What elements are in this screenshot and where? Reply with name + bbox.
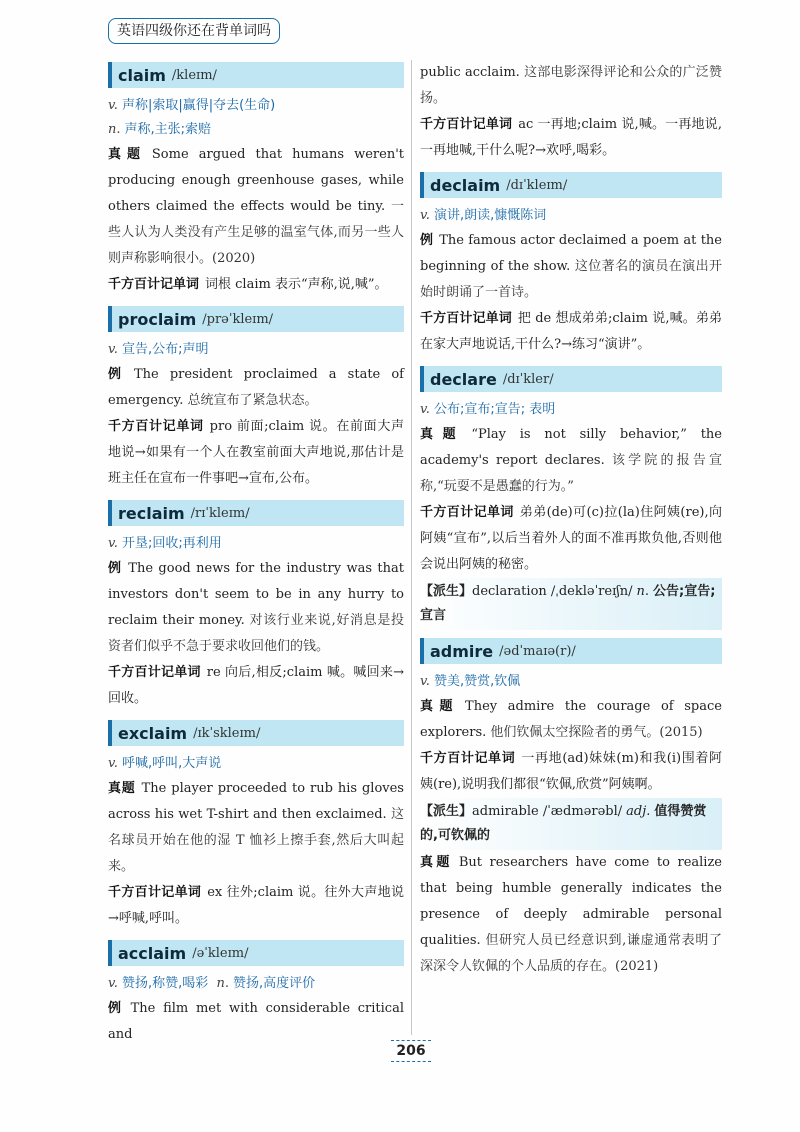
example: 例 The film met with considerable critical and [108,1001,404,1042]
memory-tip: 千方百计记单词 一再地(ad)妹妹(m)和我(i)围着阿姨(re),说明我们都很“钦佩,欣赏”阿姨啊。 [420,751,722,792]
definition-line: v. 呼喊,呼叫,大声说 [108,756,222,771]
memory-tip: 千方百计记单词 词根 claim 表示“声称,说,喊”。 [108,277,388,292]
left-column [108,60,404,1048]
phonetic: /dɪˈkler/ [502,371,554,387]
derivative-box: 【派生】admirable /ˈædmərəbl/ adj. 值得赞赏的,可钦佩的 [420,798,722,850]
entry-header-declaim [420,172,722,198]
headword: claim [118,65,166,85]
example: 例 The good news for the industry was that investors don't seem to be in any hurry to reclaim their money. 对该行业来说,好消息是投资者们似乎不急于要求收回他们的钱。 [108,561,404,654]
memory-tip: 千方百计记单词 re 向后,相反;claim 喊。喊回来→回收。 [108,665,404,706]
headword: declaim [430,175,501,195]
headword: acclaim [118,943,187,963]
real-exam-example: 真题 “Play is not silly behavior,” the academy's report declares. 该学院的报告宣称,“玩耍不是愚蠢的行为。” [420,427,722,494]
right-column [420,60,722,980]
memory-tip: 千方百计记单词 ac 一再地;claim 说,喊。一再地说,一再地喊,干什么呢?→欢呼,喝彩。 [420,117,722,158]
phonetic: /rɪˈkleɪm/ [190,505,250,521]
entry-header-claim [108,62,404,88]
example: 例 The famous actor declaimed a poem at the beginning of the show. 这位著名的演员在演出开始时朗诵了一首诗。 [420,233,722,300]
entry-header-exclaim [108,720,404,746]
headword: admire [430,641,494,661]
definition-line: v. 公布;宣布;宣告; 表明 [420,402,556,417]
entry-header-acclaim [108,940,404,966]
column-divider [411,60,412,1035]
memory-tip: 千方百计记单词 把 de 想成弟弟;claim 说,喊。弟弟在家大声地说话,干什么?→练习“演讲”。 [420,311,722,352]
book-title-tab: 英语四级你还在背单词吗 [108,18,280,44]
example: 例 The president proclaimed a state of emergency. 总统宣布了紧急状态。 [108,367,404,408]
headword: proclaim [118,309,197,329]
definition-line: v. 赞美,赞赏,钦佩 [420,674,521,689]
definition-line: v. 赞扬,称赞,喝彩 n. 赞扬,高度评价 [108,976,316,991]
entry-header-declare [420,366,722,392]
phonetic: /prəˈkleɪm/ [202,311,274,327]
phonetic: /kleɪm/ [171,67,217,83]
definition-line: n. 声称,主张;索赔 [108,122,212,137]
page-number: 206 [391,1040,431,1062]
phonetic: /ədˈmaɪə(r)/ [499,643,576,659]
memory-tip: 千方百计记单词 弟弟(de)可(c)拉(la)住阿姨(re),向阿姨“宣布”,以后当着外人的面不准再欺负他,否则他会说出阿姨的秘密。 [420,505,722,572]
definition-line: v. 开垦;回收;再利用 [108,536,222,551]
headword: exclaim [118,723,188,743]
phonetic: /əˈkleɪm/ [192,945,249,961]
memory-tip: 千方百计记单词 pro 前面;claim 说。在前面大声地说→如果有一个人在教室前面大声地说,那估计是班主任在宣布一件事吧→宣布,公布。 [108,419,404,486]
headword: declare [430,369,497,389]
real-exam-example: 真题 Some argued that humans weren't producing enough greenhouse gases, while others claimed the effects would be tiny. 一些人认为人类没有产生足够的温室气体,而另一些人则声称影响很小。(2020) [108,147,404,266]
entry-header-reclaim [108,500,404,526]
entry-header-proclaim [108,306,404,332]
definition-line: v. 宣告,公布;声明 [108,342,209,357]
entry-header-admire [420,638,722,664]
phonetic: /dɪˈkleɪm/ [506,177,568,193]
memory-tip: 千方百计记单词 ex 往外;claim 说。往外大声地说→呼喊,呼叫。 [108,885,404,926]
definition-line: v. 演讲,朗读,慷慨陈词 [420,208,547,223]
example-continued: public acclaim. 这部电影深得评论和公众的广泛赞扬。 [420,65,722,106]
phonetic: /ɪkˈskleɪm/ [193,725,261,741]
real-exam-example: 真题 The player proceeded to rub his gloves across his wet T-shirt and then exclaimed. 这名球员开始在他的湿 T 恤衫上擦手套,然后大叫起来。 [108,781,405,874]
definition-line: v. 声称|索取|赢得|夺去(生命) [108,98,276,113]
real-exam-example: 真题 They admire the courage of space explorers. 他们钦佩太空探险者的勇气。(2015) [420,699,722,740]
headword: reclaim [118,503,185,523]
derivative-box: 【派生】declaration /ˌdekləˈreɪʃn/ n. 公告;宣告;宣言 [420,578,722,630]
real-exam-example: 真题 But researchers have come to realize that being humble generally indicates the presence of deeply admirable personal qualities. 但研究人员已经意识到,谦虚通常表明了深深令人钦佩的个人品质的存在。(2021) [420,855,722,974]
